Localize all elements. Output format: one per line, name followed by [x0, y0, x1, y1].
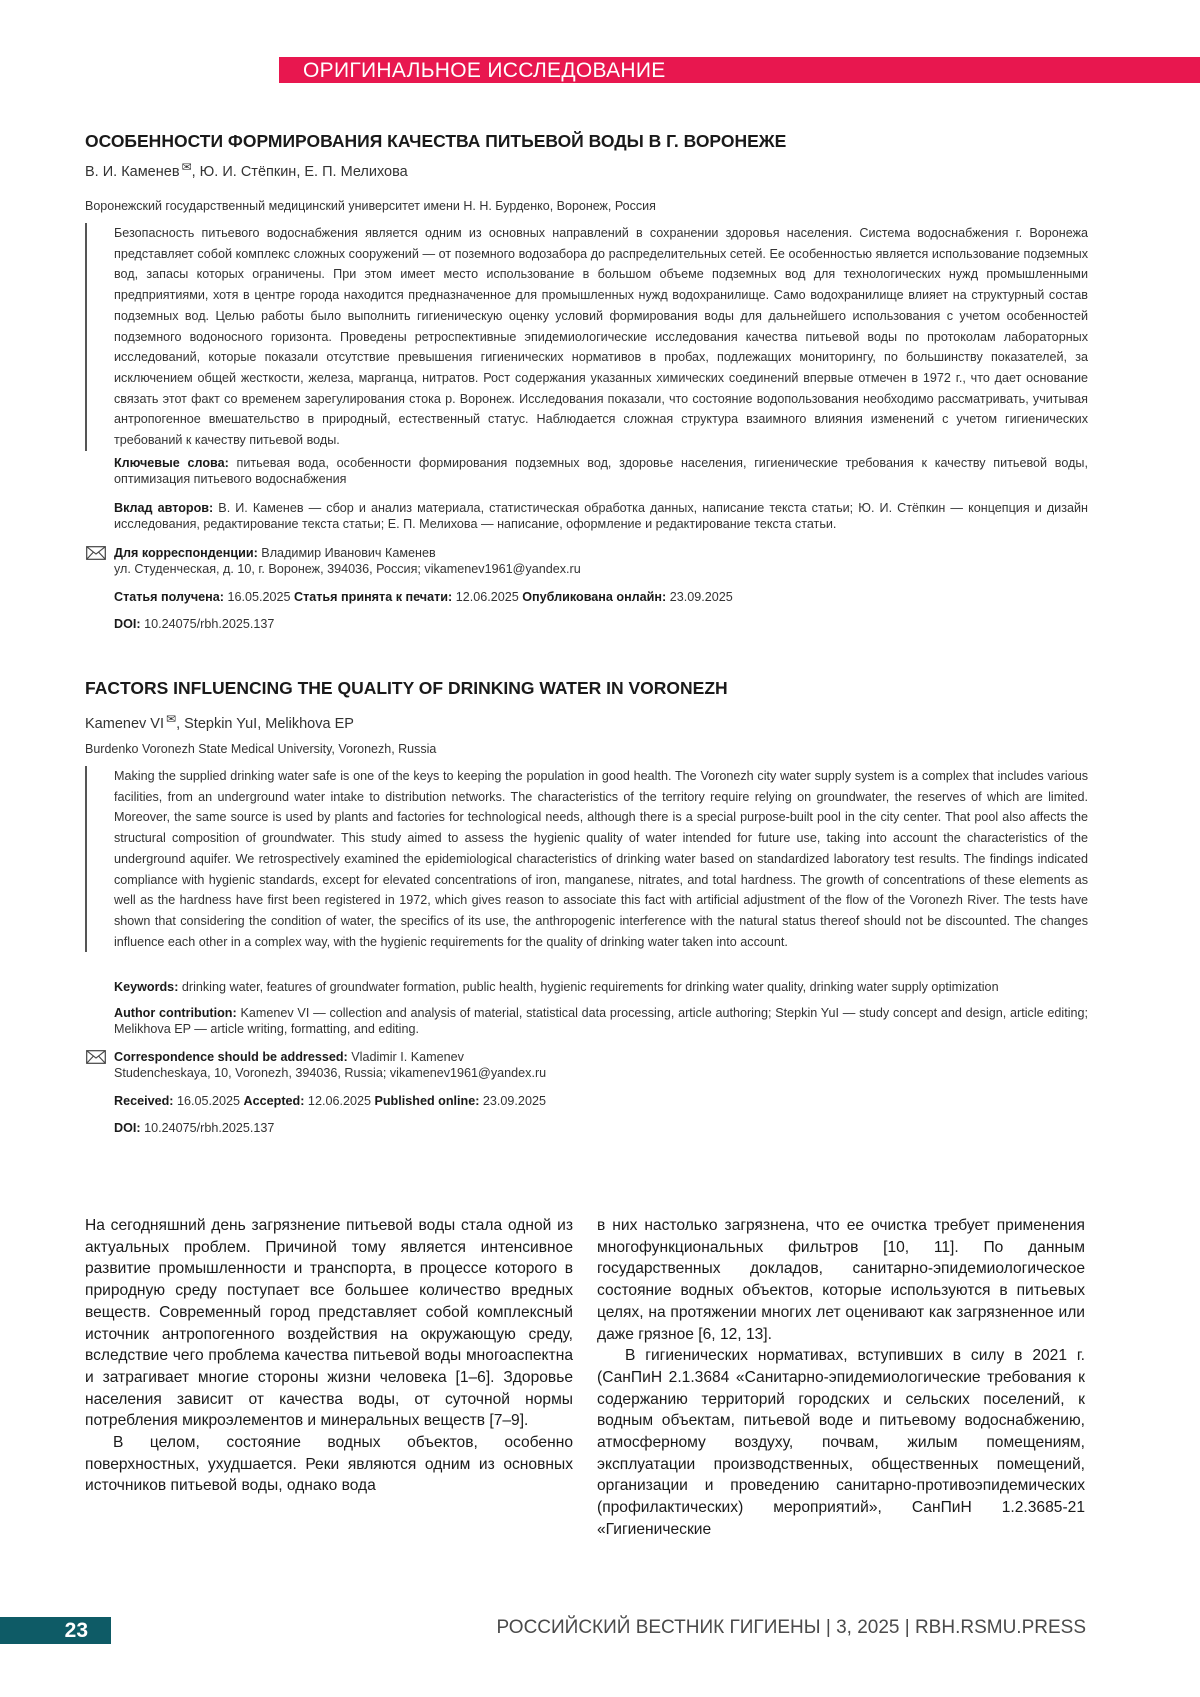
- envelope-icon: [86, 1050, 106, 1064]
- envelope-icon: ✉: [166, 712, 177, 726]
- author-primary-ru: В. И. Каменев: [85, 164, 180, 180]
- published-label-ru: Опубликована онлайн:: [522, 590, 667, 604]
- affiliation-en: Burdenko Voronezh State Medical University, Voronezh, Russia: [85, 742, 437, 756]
- received-date-ru: 16.05.2025: [223, 590, 294, 604]
- affiliation-ru: Воронежский государственный медицинский университет имени Н. Н. Бурденко, Воронеж, Россия: [85, 199, 656, 213]
- authors-ru: [85, 160, 408, 180]
- page-number: 23: [64, 1619, 88, 1642]
- keywords-text-en: drinking water, features of groundwater formation, public health, hygienic requirements for drinking water quality, drinking water supply optimization: [178, 980, 999, 994]
- accepted-label-ru: Статья принята к печати:: [294, 590, 453, 604]
- authors-other-en: , Stepkin YuI, Melikhova EP: [176, 716, 354, 732]
- doi-link-ru[interactable]: 10.24075/rbh.2025.137: [140, 617, 275, 631]
- received-date-en: 16.05.2025: [173, 1094, 244, 1108]
- authors-en: [85, 712, 354, 732]
- article-title-en: FACTORS INFLUENCING THE QUALITY OF DRINKING WATER IN VORONEZH: [85, 678, 728, 698]
- corr-address-ru: ул. Студенческая, д. 10, г. Воронеж, 394036, Россия; vikamenev1961@yandex.ru: [114, 562, 581, 576]
- contribution-ru: [114, 500, 1088, 532]
- doi-label-ru: DOI:: [114, 617, 141, 631]
- doi-ru: [114, 616, 1088, 632]
- corr-name-ru: Владимир Иванович Каменев: [257, 546, 436, 560]
- keywords-text-ru: питьевая вода, особенности формирования подземных вод, здоровье населения, гигиенические требования к качеству питьевой воды, оптимизация питьевого водоснабжения: [114, 456, 1088, 486]
- doi-en: [114, 1120, 1088, 1136]
- body-paragraph: В гигиенических нормативах, вступивших в силу в 2021 г. (СанПиН 2.1.3684 «Санитарно-эпидемиологические требования к содержанию территорий городских и сельских поселений, к водным объектам, питьевой воде и питьевому водоснабжению, атмосферному воздуху, почвам, жилым помещениям, эксплуатации производственных, общественных помещений, организации и проведению санитарно-противоэпидемических (профилактических) мероприятий», СанПиН 1.2.3685-21 «Гигиенические: [597, 1347, 1085, 1538]
- authors-other-ru: , Ю. И. Стёпкин, Е. П. Мелихова: [191, 164, 408, 180]
- section-label: ОРИГИНАЛЬНОЕ ИССЛЕДОВАНИЕ: [303, 59, 666, 82]
- published-date-ru: 23.09.2025: [666, 590, 733, 604]
- body-paragraph: На сегодняшний день загрязнение питьевой воды стала одной из актуальных проблем. Причиной тому является интенсивное развитие промышленности и транспорта, в процессе которого в природную среду поступает все большее количество вредных веществ. Современный город представляет собой комплексный источник антропогенного воздействия на окружающую среду, вследствие чего проблема качества питьевой воды многоаспектна и затрагивает многие стороны жизни человека [1–6]. Здоровье населения зависит от качества воды, от суточной нормы потребления микроэлементов и минеральных веществ [7–9].: [85, 1217, 573, 1430]
- received-label-en: Received:: [114, 1094, 174, 1108]
- keywords-label-en: Keywords:: [114, 980, 179, 994]
- contrib-text-ru: В. И. Каменев — сбор и анализ материала, статистическая обработка данных, написание текста статьи; Ю. И. Стёпкин — концепция и дизайн исследования, редактирование текста статьи; Е. П. Мелихова — написание, оформление и редактирование текста статьи.: [114, 501, 1088, 531]
- corr-address-en: Studencheskaya, 10, Voronezh, 394036, Russia; vikamenev1961@yandex.ru: [114, 1066, 547, 1080]
- body-paragraph: В целом, состояние водных объектов, особенно поверхностных, ухудшается. Реки являются одним из основных источников питьевой воды, однако вода: [85, 1434, 573, 1495]
- abstract-en: Making the supplied drinking water safe is one of the keys to keeping the population in good health. The Voronezh city water supply system is a complex that includes various facilities, from an underground water intake to distribution networks. The characteristics of the territory require relying on groundwater, the reserves of which are limited. Moreover, the same source is used by plants and factories for technological needs, although there is a special purpose-built pool in the city center. That pool also affects the structural composition of groundwater. This study aimed to assess the hygienic quality of water intended for future use, taking into account the characteristics of the underground aquifer. We retrospectively examined the epidemiological characteristics of drinking water based on standardized laboratory test results. The findings indicated compliance with hygienic standards, except for elevated concentrations of iron, manganese, nitrates, and total hardness. The growth of concentrations of these elements as well as the hardness have first been registered in 1972, which gives reason to associate this fact with artificial adjustment of the flow of the Voronezh River. The tests have shown that considering the condition of water, the specifics of its use, the anthropogenic interference with the natural status thereof should not be discounted. The changes influence each other in a complex way, with the hygienic requirements for the quality of drinking water taken into account.: [85, 766, 1088, 952]
- abstract-ru: Безопасность питьевого водоснабжения является одним из основных направлений в сохранении здоровья населения. Система водоснабжения г. Воронежа представляет собой комплекс сложных сооружений — от поземного водозабора до распределительных сетей. Ее особенностью является использование подземных вод, запасы которых ограничены. При этом имеет место использование в большом объеме подземных вод для технологических нужд промышленными предприятиями, хотя в центре города находится предназначенное для промышленных нужд водохранилище. Само водохранилище влияет на структурный состав подземных вод. Целью работы было выполнить гигиеническую оценку условий формирования воды для дальнейшего использования с учетом особенностей подземного водоносного горизонта. Проведены ретроспективные эпидемиологические исследования качества питьевой воды по протоколам лабораторных исследований, которые показали отсутствие превышения гигиенических нормативов в пробах, подлежащих мониторингу, по большинству показателей, за исключением общей жесткости, железа, марганца, нитратов. Рост содержания указанных химических соединений впервые отмечен в 1972 г., что дает основание связать этот факт со временем зарегулирования стока р. Воронеж. Исследования показали, что состояние водопользования необходимо рассматривать, учитывая антропогенное вмешательство в природный, естественный статус. Наблюдается сложная структура взаимного влияния изменений с учетом гигиенических требований к качеству питьевой воды.: [85, 223, 1088, 451]
- page-number-badge: [0, 1617, 111, 1644]
- corr-label-ru: Для корреспонденции:: [114, 546, 258, 560]
- envelope-icon: ✉: [181, 160, 192, 174]
- contrib-label-en: Author contribution:: [114, 1006, 237, 1020]
- received-label-ru: Статья получена:: [114, 590, 224, 604]
- corr-name-en: Vladimir I. Kamenev: [347, 1050, 464, 1064]
- corr-label-en: Correspondence should be addressed:: [114, 1050, 348, 1064]
- published-date-en: 23.09.2025: [479, 1094, 546, 1108]
- accepted-date-en: 12.06.2025: [304, 1094, 375, 1108]
- accepted-date-ru: 12.06.2025: [452, 590, 523, 604]
- body-column-right: [597, 1215, 1085, 1541]
- doi-label-en: DOI:: [114, 1121, 141, 1135]
- keywords-en: [114, 979, 1088, 995]
- section-banner: [279, 57, 1200, 83]
- body-paragraph: в них настолько загрязнена, что ее очистка требует применения многофункциональных фильтров [10, 11]. По данным государственных докладов, санитарно-эпидемиологическое состояние водных объектов, которые используются в питьевых целях, на протяжении многих лет оценивают как загрязненное или даже грязное [6, 12, 13].: [597, 1217, 1085, 1343]
- dates-ru: [114, 589, 1088, 605]
- contribution-en: [114, 1005, 1088, 1037]
- doi-link-en[interactable]: 10.24075/rbh.2025.137: [140, 1121, 275, 1135]
- contrib-text-en: Kamenev VI — collection and analysis of material, statistical data processing, article authoring; Stepkin YuI — study concept and design, article editing; Melikhova EP — article writing, formatting, and editing.: [114, 1006, 1088, 1036]
- author-primary-en: Kamenev VI: [85, 716, 164, 732]
- journal-footer: РОССИЙСКИЙ ВЕСТНИК ГИГИЕНЫ | 3, 2025 | RBH.RSMU.PRESS: [496, 1617, 1086, 1638]
- keywords-ru: [114, 455, 1088, 487]
- published-label-en: Published online:: [374, 1094, 480, 1108]
- body-column-left: [85, 1215, 573, 1497]
- correspondence-ru: [114, 545, 1088, 577]
- envelope-icon: [86, 546, 106, 560]
- correspondence-en: [114, 1049, 1088, 1081]
- keywords-label-ru: Ключевые слова:: [114, 456, 229, 470]
- accepted-label-en: Accepted:: [243, 1094, 305, 1108]
- contrib-label-ru: Вклад авторов:: [114, 501, 214, 515]
- article-title-ru: ОСОБЕННОСТИ ФОРМИРОВАНИЯ КАЧЕСТВА ПИТЬЕВОЙ ВОДЫ В Г. ВОРОНЕЖЕ: [85, 131, 787, 151]
- dates-en: [114, 1093, 1088, 1109]
